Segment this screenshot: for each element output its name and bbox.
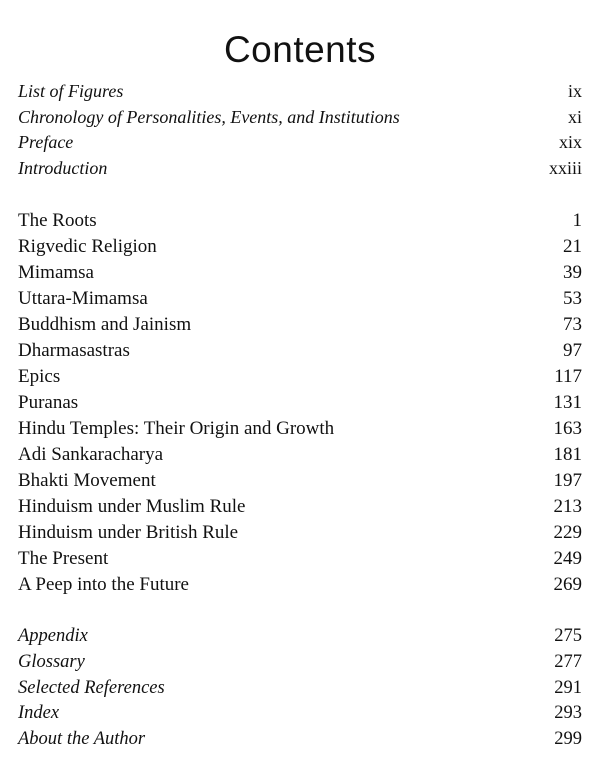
- toc-entry: [18, 494, 582, 520]
- front-matter-section: [18, 79, 582, 181]
- entry-page-number: 249: [553, 548, 582, 569]
- toc-entry: [18, 338, 582, 364]
- entry-title: Hindu Temples: Their Origin and Growth: [18, 418, 335, 439]
- entry-page-number: 39: [563, 262, 582, 283]
- entry-title: Rigvedic Religion: [18, 236, 157, 257]
- table-of-contents: [18, 79, 582, 753]
- toc-entry: [18, 105, 582, 131]
- entry-page-number: 1: [572, 210, 582, 231]
- entry-title: Appendix: [18, 626, 88, 646]
- toc-entry: [18, 546, 582, 572]
- entry-title: Bhakti Movement: [18, 470, 156, 491]
- entry-page-number: 21: [563, 236, 582, 257]
- entry-page-number: 97: [563, 340, 582, 361]
- toc-entry: [18, 676, 582, 702]
- entry-page-number: xi: [567, 106, 582, 127]
- entry-title: Hinduism under British Rule: [18, 522, 239, 543]
- toc-entry: [18, 442, 582, 468]
- entry-title: Chronology of Personalities, Events, and Institutions: [18, 106, 400, 127]
- entry-title: Preface: [18, 132, 74, 152]
- toc-entry: [18, 572, 582, 598]
- toc-entry: [18, 468, 582, 494]
- entry-title: Buddhism and Jainism: [18, 314, 192, 335]
- toc-entry: [18, 624, 582, 650]
- entry-page-number: 213: [553, 496, 582, 517]
- entry-title: About the Author: [18, 729, 146, 750]
- entry-page-number: 181: [553, 444, 582, 465]
- entry-title: The Roots: [18, 210, 97, 231]
- entry-title: Glossary: [18, 651, 85, 672]
- entry-page-number: xxiii: [548, 157, 582, 178]
- toc-entry: [18, 286, 582, 312]
- entry-page-number: 73: [563, 314, 582, 335]
- toc-entry: [18, 79, 582, 105]
- entry-page-number: 291: [554, 677, 582, 698]
- entry-page-number: 293: [554, 703, 582, 724]
- entry-page-number: 53: [563, 288, 582, 309]
- entry-page-number: 269: [553, 574, 582, 595]
- entry-title: Hinduism under Muslim Rule: [18, 496, 246, 517]
- entry-title: Uttara-Mimamsa: [18, 288, 148, 309]
- entry-title: Adi Sankaracharya: [18, 444, 164, 465]
- entry-page-number: 277: [554, 651, 582, 672]
- page-title: Contents: [223, 28, 377, 70]
- toc-entry: [18, 234, 582, 260]
- chapters-section: [18, 208, 582, 598]
- toc-entry: [18, 260, 582, 286]
- entry-title: A Peep into the Future: [18, 574, 189, 595]
- toc-entry: [18, 416, 582, 442]
- entry-title: Puranas: [18, 392, 79, 413]
- entry-title: Index: [18, 703, 60, 724]
- entry-page-number: 229: [553, 522, 582, 543]
- toc-entry: [18, 727, 582, 753]
- entry-page-number: 131: [553, 392, 582, 413]
- entry-title: Mimamsa: [18, 262, 94, 283]
- toc-entry: [18, 364, 582, 390]
- entry-title: Dharmasastras: [18, 340, 130, 361]
- entry-title: List of Figures: [18, 81, 124, 101]
- entry-page-number: 275: [554, 626, 582, 646]
- entry-page-number: xix: [558, 132, 582, 152]
- entry-title: Selected References: [18, 677, 165, 698]
- toc-entry: [18, 312, 582, 338]
- entry-title: Introduction: [18, 157, 108, 178]
- toc-entry: [18, 650, 582, 676]
- entry-page-number: 197: [553, 470, 582, 491]
- toc-entry: [18, 520, 582, 546]
- entry-title: The Present: [18, 548, 109, 569]
- toc-entry: [18, 701, 582, 727]
- toc-entry: [18, 390, 582, 416]
- entry-title: Epics: [18, 366, 61, 387]
- toc-entry: [18, 156, 582, 182]
- entry-page-number: 163: [553, 418, 582, 439]
- toc-entry: [18, 130, 582, 156]
- entry-page-number: ix: [567, 81, 582, 101]
- toc-entry: [18, 208, 582, 234]
- entry-page-number: 117: [554, 366, 582, 387]
- entry-page-number: 299: [554, 729, 582, 750]
- back-matter-section: [18, 624, 582, 753]
